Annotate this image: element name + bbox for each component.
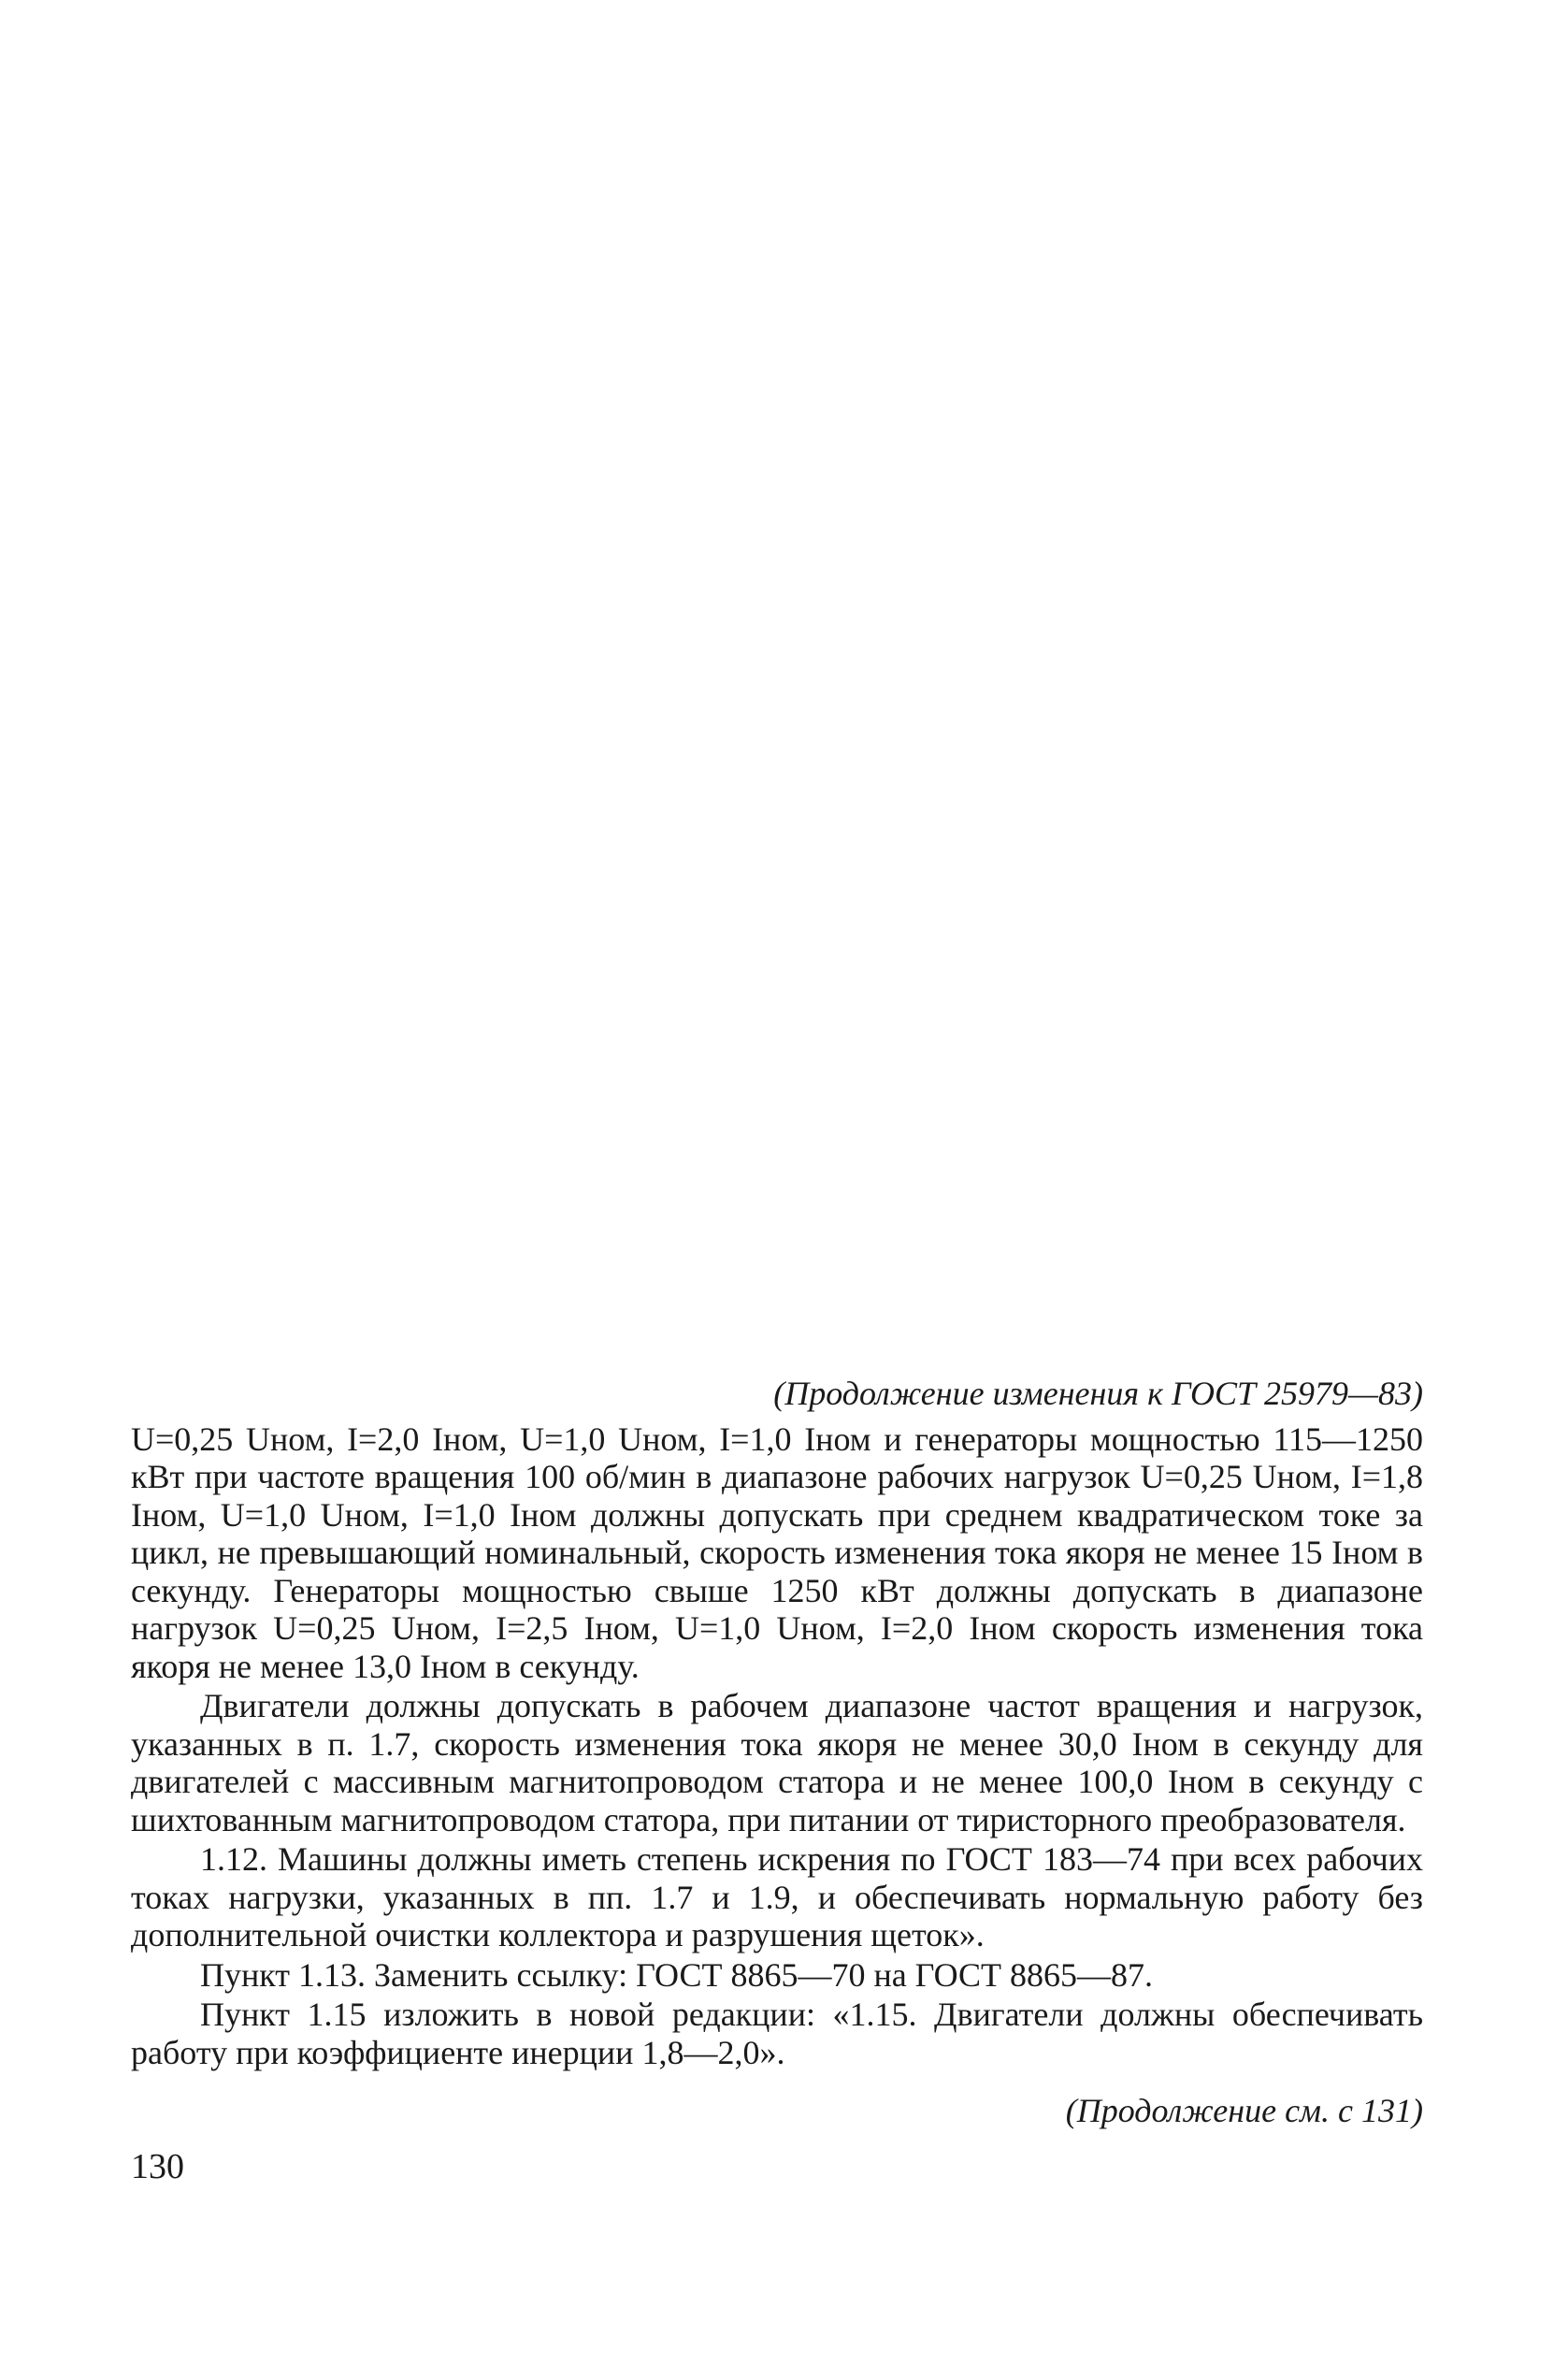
paragraph-motors: Двигатели должны допускать в рабочем диапазоне частот вращения и нагрузок, указанных в п. 1.7, скорость изменения тока якоря не менее 30,0 Iном в секунду для двигателей с массивным магнитопроводом статора и не менее 100,0 Iном в секунду с шихтованным магнитопроводом статора, при питании от тиристорного преобразователя.: [131, 1687, 1423, 1838]
paragraph-sparking: 1.12. Машины должны иметь степень искрения по ГОСТ 183—74 при всех рабочих токах нагрузки, указанных в пп. 1.7 и 1.9, и обеспечивать нормальную работу без дополнительной очистки коллектора и разрушения щеток».: [131, 1840, 1423, 1953]
paragraph-generators: U=0,25 Uном, I=2,0 Iном, U=1,0 Uном, I=1,0 Iном и генераторы мощностью 115—1250 кВт при частоте вращения 100 об/мин в диапазоне рабочих нагрузок U=0,25 Uном, I=1,8 Iном, U=1,0 Uном, I=1,0 Iном должны допускать при среднем квадратическом токе за цикл, не превышающий номинальный, скорость изменения тока якоря не менее 15 Iном в секунду. Генераторы мощностью свыше 1250 кВт должны допускать в диапазоне нагрузок U=0,25 Uном, I=2,5 Iном, U=1,0 Uном, I=2,0 Iном скорость изменения тока якоря не менее 13,0 Iном в секунду.: [131, 1420, 1423, 1685]
page-number: 130: [131, 2147, 184, 2186]
continuation-footer: (Продолжение см. с 131): [1065, 2092, 1423, 2129]
paragraph-item-1-13: Пункт 1.13. Заменить ссылку: ГОСТ 8865—70 на ГОСТ 8865—87.: [200, 1955, 1154, 1994]
continuation-header: (Продолжение изменения к ГОСТ 25979—83): [773, 1375, 1423, 1412]
text-block: [131, 1375, 1423, 2130]
paragraph-item-1-15: Пункт 1.15 изложить в новой редакции: «1.15. Двигатели должны обеспечивать работу при коэффициенте инерции 1,8—2,0».: [131, 1996, 1423, 2071]
